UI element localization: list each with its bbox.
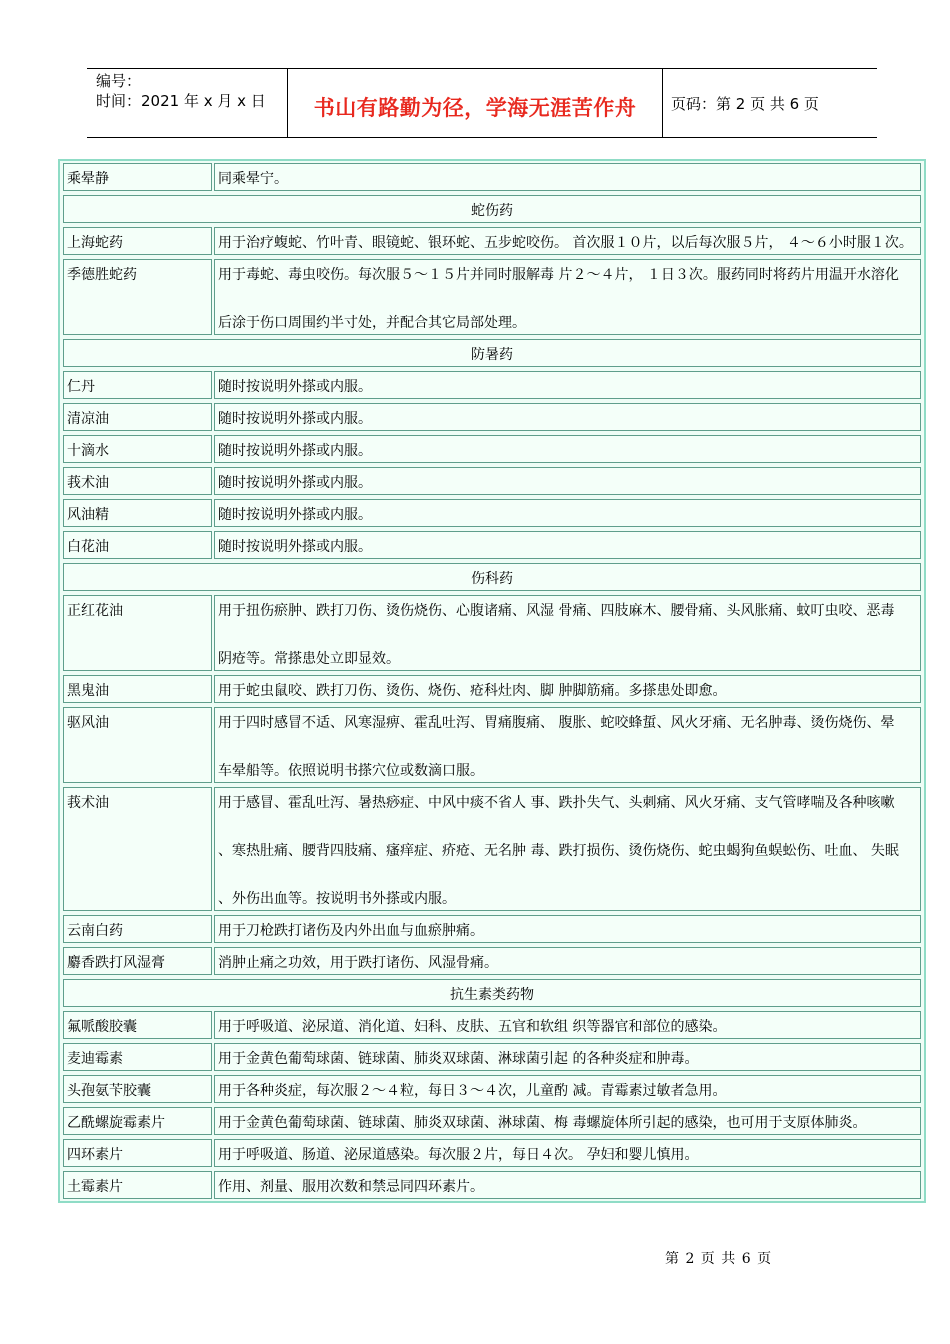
drug-usage-line: 随时按说明外搽或内服。 xyxy=(218,475,372,491)
drug-usage-line: 同乘晕宁。 xyxy=(218,171,288,187)
drug-usage-cell xyxy=(214,947,921,975)
doc-number-label: 编号： xyxy=(96,72,142,90)
drug-name-cell xyxy=(63,227,212,255)
drug-usage-line: 、寒热肚痛、腰背四肢痛、瘙痒症、疥疮、无名肿 毒、跌打损伤、烫伤烧伤、蛇虫蝎狗鱼蜈蚣伤、吐血、 失眠 xyxy=(218,843,899,859)
drug-name: 白花油 xyxy=(67,539,109,555)
drug-name: 十滴水 xyxy=(67,443,109,459)
section-title-cell xyxy=(63,195,921,223)
drug-name: 云南白药 xyxy=(67,923,123,939)
drug-usage-line: 随时按说明外搽或内服。 xyxy=(218,507,372,523)
drug-usage-line: 随时按说明外搽或内服。 xyxy=(218,443,372,459)
drug-name: 莪术油 xyxy=(67,795,109,811)
table-row xyxy=(60,433,924,465)
drug-name-cell xyxy=(63,403,212,431)
section-title-cell xyxy=(63,563,921,591)
drug-usage-cell xyxy=(214,435,921,463)
drug-usage-cell xyxy=(214,1043,921,1071)
section-row xyxy=(60,337,924,369)
drug-name: 风油精 xyxy=(67,507,109,523)
header-meta-cell xyxy=(87,69,287,137)
drug-name-cell xyxy=(63,467,212,495)
drug-usage-line: 用于扭伤瘀肿、跌打刀伤、烫伤烧伤、心腹诸痛、风湿 骨痛、四肢麻木、腰骨痛、头风胀痛、蚊叮虫咬、恶毒 xyxy=(218,603,895,619)
drug-usage-cell xyxy=(214,1171,921,1199)
drug-usage-line: 用于呼吸道、泌尿道、消化道、妇科、皮肤、五官和软组 织等器官和部位的感染。 xyxy=(218,1019,727,1035)
header-motto-cell xyxy=(287,69,663,137)
drug-name-cell xyxy=(63,1043,212,1071)
drug-name-cell xyxy=(63,707,212,783)
drug-usage-cell xyxy=(214,595,921,671)
drug-usage-line: 用于治疗蝮蛇、竹叶青、眼镜蛇、银环蛇、五步蛇咬伤。 首次服１０片，以后每次服５片， ４～６小时服１次。 xyxy=(218,235,913,251)
table-row xyxy=(60,257,924,337)
drug-name-cell xyxy=(63,787,212,911)
drug-name: 乙酰螺旋霉素片 xyxy=(67,1115,165,1131)
doc-time-label: 时间：2021 年 x 月 x 日 xyxy=(96,92,266,110)
drug-name: 头孢氨苄胶囊 xyxy=(67,1083,151,1099)
drug-usage-line: 随时按说明外搽或内服。 xyxy=(218,379,372,395)
drug-name: 驱风油 xyxy=(67,715,109,731)
drug-usage-line: 、外伤出血等。按说明书外搽或内服。 xyxy=(218,891,456,907)
drug-name-cell xyxy=(63,371,212,399)
drug-usage-cell xyxy=(214,1075,921,1103)
drug-usage-cell xyxy=(214,707,921,783)
section-title: 防暑药 xyxy=(471,347,513,363)
drug-name: 黑鬼油 xyxy=(67,683,109,699)
drug-name: 上海蛇药 xyxy=(67,235,123,251)
table-row xyxy=(60,913,924,945)
drug-name: 季德胜蛇药 xyxy=(67,267,137,283)
table-row xyxy=(60,465,924,497)
header-page-info: 页码：第 2 页 共 6 页 xyxy=(671,95,819,113)
section-title-cell xyxy=(63,339,921,367)
drug-usage-line: 用于感冒、霍乱吐泻、暑热痧症、中风中痰不省人 事、跌扑失气、头刺痛、风火牙痛、支气管哮喘及各种咳嗽 xyxy=(218,795,895,811)
drug-name-cell xyxy=(63,1139,212,1167)
drug-usage-cell xyxy=(214,259,921,335)
table-row xyxy=(60,1041,924,1073)
table-row xyxy=(60,945,924,977)
drug-name-cell xyxy=(63,1075,212,1103)
drug-usage-line: 用于毒蛇、毒虫咬伤。每次服５～１５片并同时服解毒 片２～４片， １日３次。服药同时将药片用温开水溶化 xyxy=(218,267,899,283)
table-row xyxy=(60,705,924,785)
drug-usage-line: 用于刀枪跌打诸伤及内外出血与血瘀肿痛。 xyxy=(218,923,484,939)
table-row xyxy=(60,673,924,705)
drug-name-cell xyxy=(63,915,212,943)
drug-name-cell xyxy=(63,259,212,335)
section-row xyxy=(60,561,924,593)
header-motto: 书山有路勤为径，学海无涯苦作舟 xyxy=(313,96,637,120)
drug-usage-cell xyxy=(214,675,921,703)
section-row xyxy=(60,193,924,225)
drug-name-cell xyxy=(63,595,212,671)
drug-usage-line: 随时按说明外搽或内服。 xyxy=(218,539,372,555)
table-row xyxy=(60,1137,924,1169)
drug-usage-cell xyxy=(214,403,921,431)
drug-name-cell xyxy=(63,675,212,703)
drug-name: 莪术油 xyxy=(67,475,109,491)
section-title: 蛇伤药 xyxy=(471,203,513,219)
table-row xyxy=(60,1169,924,1201)
drug-usage-cell xyxy=(214,1011,921,1039)
section-title: 抗生素类药物 xyxy=(450,987,534,1003)
drug-usage-line: 作用、剂量、服用次数和禁忌同四环素片。 xyxy=(218,1179,484,1195)
table-row xyxy=(60,401,924,433)
drug-usage-line: 用于金黄色葡萄球菌、链球菌、肺炎双球菌、淋球菌引起 的各种炎症和肿毒。 xyxy=(218,1051,699,1067)
drug-usage-cell xyxy=(214,787,921,911)
drug-name-cell xyxy=(63,947,212,975)
table-row xyxy=(60,593,924,673)
table-row xyxy=(60,529,924,561)
drug-usage-cell xyxy=(214,227,921,255)
drug-usage-line: 阴疮等。常搽患处立即显效。 xyxy=(218,651,400,667)
drug-usage-cell xyxy=(214,467,921,495)
table-row xyxy=(60,161,924,193)
section-title-cell xyxy=(63,979,921,1007)
drug-name: 麝香跌打风湿膏 xyxy=(67,955,165,971)
drug-usage-line: 后涂于伤口周围约半寸处，并配合其它局部处理。 xyxy=(218,315,526,331)
drug-usage-line: 车晕船等。依照说明书搽穴位或数滴口服。 xyxy=(218,763,484,779)
drug-usage-line: 消肿止痛之功效，用于跌打诸伤、风湿骨痛。 xyxy=(218,955,498,971)
section-title: 伤科药 xyxy=(471,571,513,587)
drug-name-cell xyxy=(63,499,212,527)
drug-usage-line: 随时按说明外搽或内服。 xyxy=(218,411,372,427)
drug-usage-cell xyxy=(214,163,921,191)
drug-usage-cell xyxy=(214,1139,921,1167)
drug-name: 乘晕静 xyxy=(67,171,109,187)
drug-name: 四环素片 xyxy=(67,1147,123,1163)
table-row xyxy=(60,497,924,529)
page-header xyxy=(87,68,877,138)
table-row xyxy=(60,1009,924,1041)
page-footer: 第 2 页 共 6 页 xyxy=(665,1251,773,1267)
drug-name: 氟哌酸胶囊 xyxy=(67,1019,137,1035)
drug-usage-line: 用于呼吸道、肠道、泌尿道感染。每次服２片，每日４次。 孕妇和婴儿慎用。 xyxy=(218,1147,699,1163)
table-row xyxy=(60,225,924,257)
header-page-cell xyxy=(663,69,877,137)
table-row xyxy=(60,785,924,913)
drug-name: 仁丹 xyxy=(67,379,95,395)
drug-name-cell xyxy=(63,1011,212,1039)
table-row xyxy=(60,369,924,401)
drug-usage-cell xyxy=(214,531,921,559)
section-row xyxy=(60,977,924,1009)
drug-usage-line: 用于金黄色葡萄球菌、链球菌、肺炎双球菌、淋球菌、梅 毒螺旋体所引起的感染，也可用于支原体肺炎。 xyxy=(218,1115,867,1131)
drug-name-cell xyxy=(63,163,212,191)
drug-usage-cell xyxy=(214,499,921,527)
drug-usage-cell xyxy=(214,915,921,943)
drug-name: 正红花油 xyxy=(67,603,123,619)
medicine-table xyxy=(58,159,926,1203)
drug-name-cell xyxy=(63,1107,212,1135)
drug-usage-line: 用于四时感冒不适、风寒湿痹、霍乱吐泻、胃痛腹痛、 腹胀、蛇咬蜂蜇、风火牙痛、无名肿毒、烫伤烧伤、晕 xyxy=(218,715,895,731)
table-row xyxy=(60,1073,924,1105)
drug-name: 土霉素片 xyxy=(67,1179,123,1195)
table-row xyxy=(60,1105,924,1137)
drug-name: 清凉油 xyxy=(67,411,109,427)
drug-usage-line: 用于蛇虫鼠咬、跌打刀伤、烫伤、烧伤、疮科灶肉、脚 肿脚筋痛。多搽患处即愈。 xyxy=(218,683,727,699)
drug-name-cell xyxy=(63,531,212,559)
drug-usage-cell xyxy=(214,1107,921,1135)
drug-usage-line: 用于各种炎症，每次服２～４粒，每日３～４次，儿童酌 减。青霉素过敏者急用。 xyxy=(218,1083,727,1099)
drug-usage-cell xyxy=(214,371,921,399)
drug-name: 麦迪霉素 xyxy=(67,1051,123,1067)
drug-name-cell xyxy=(63,435,212,463)
drug-name-cell xyxy=(63,1171,212,1199)
